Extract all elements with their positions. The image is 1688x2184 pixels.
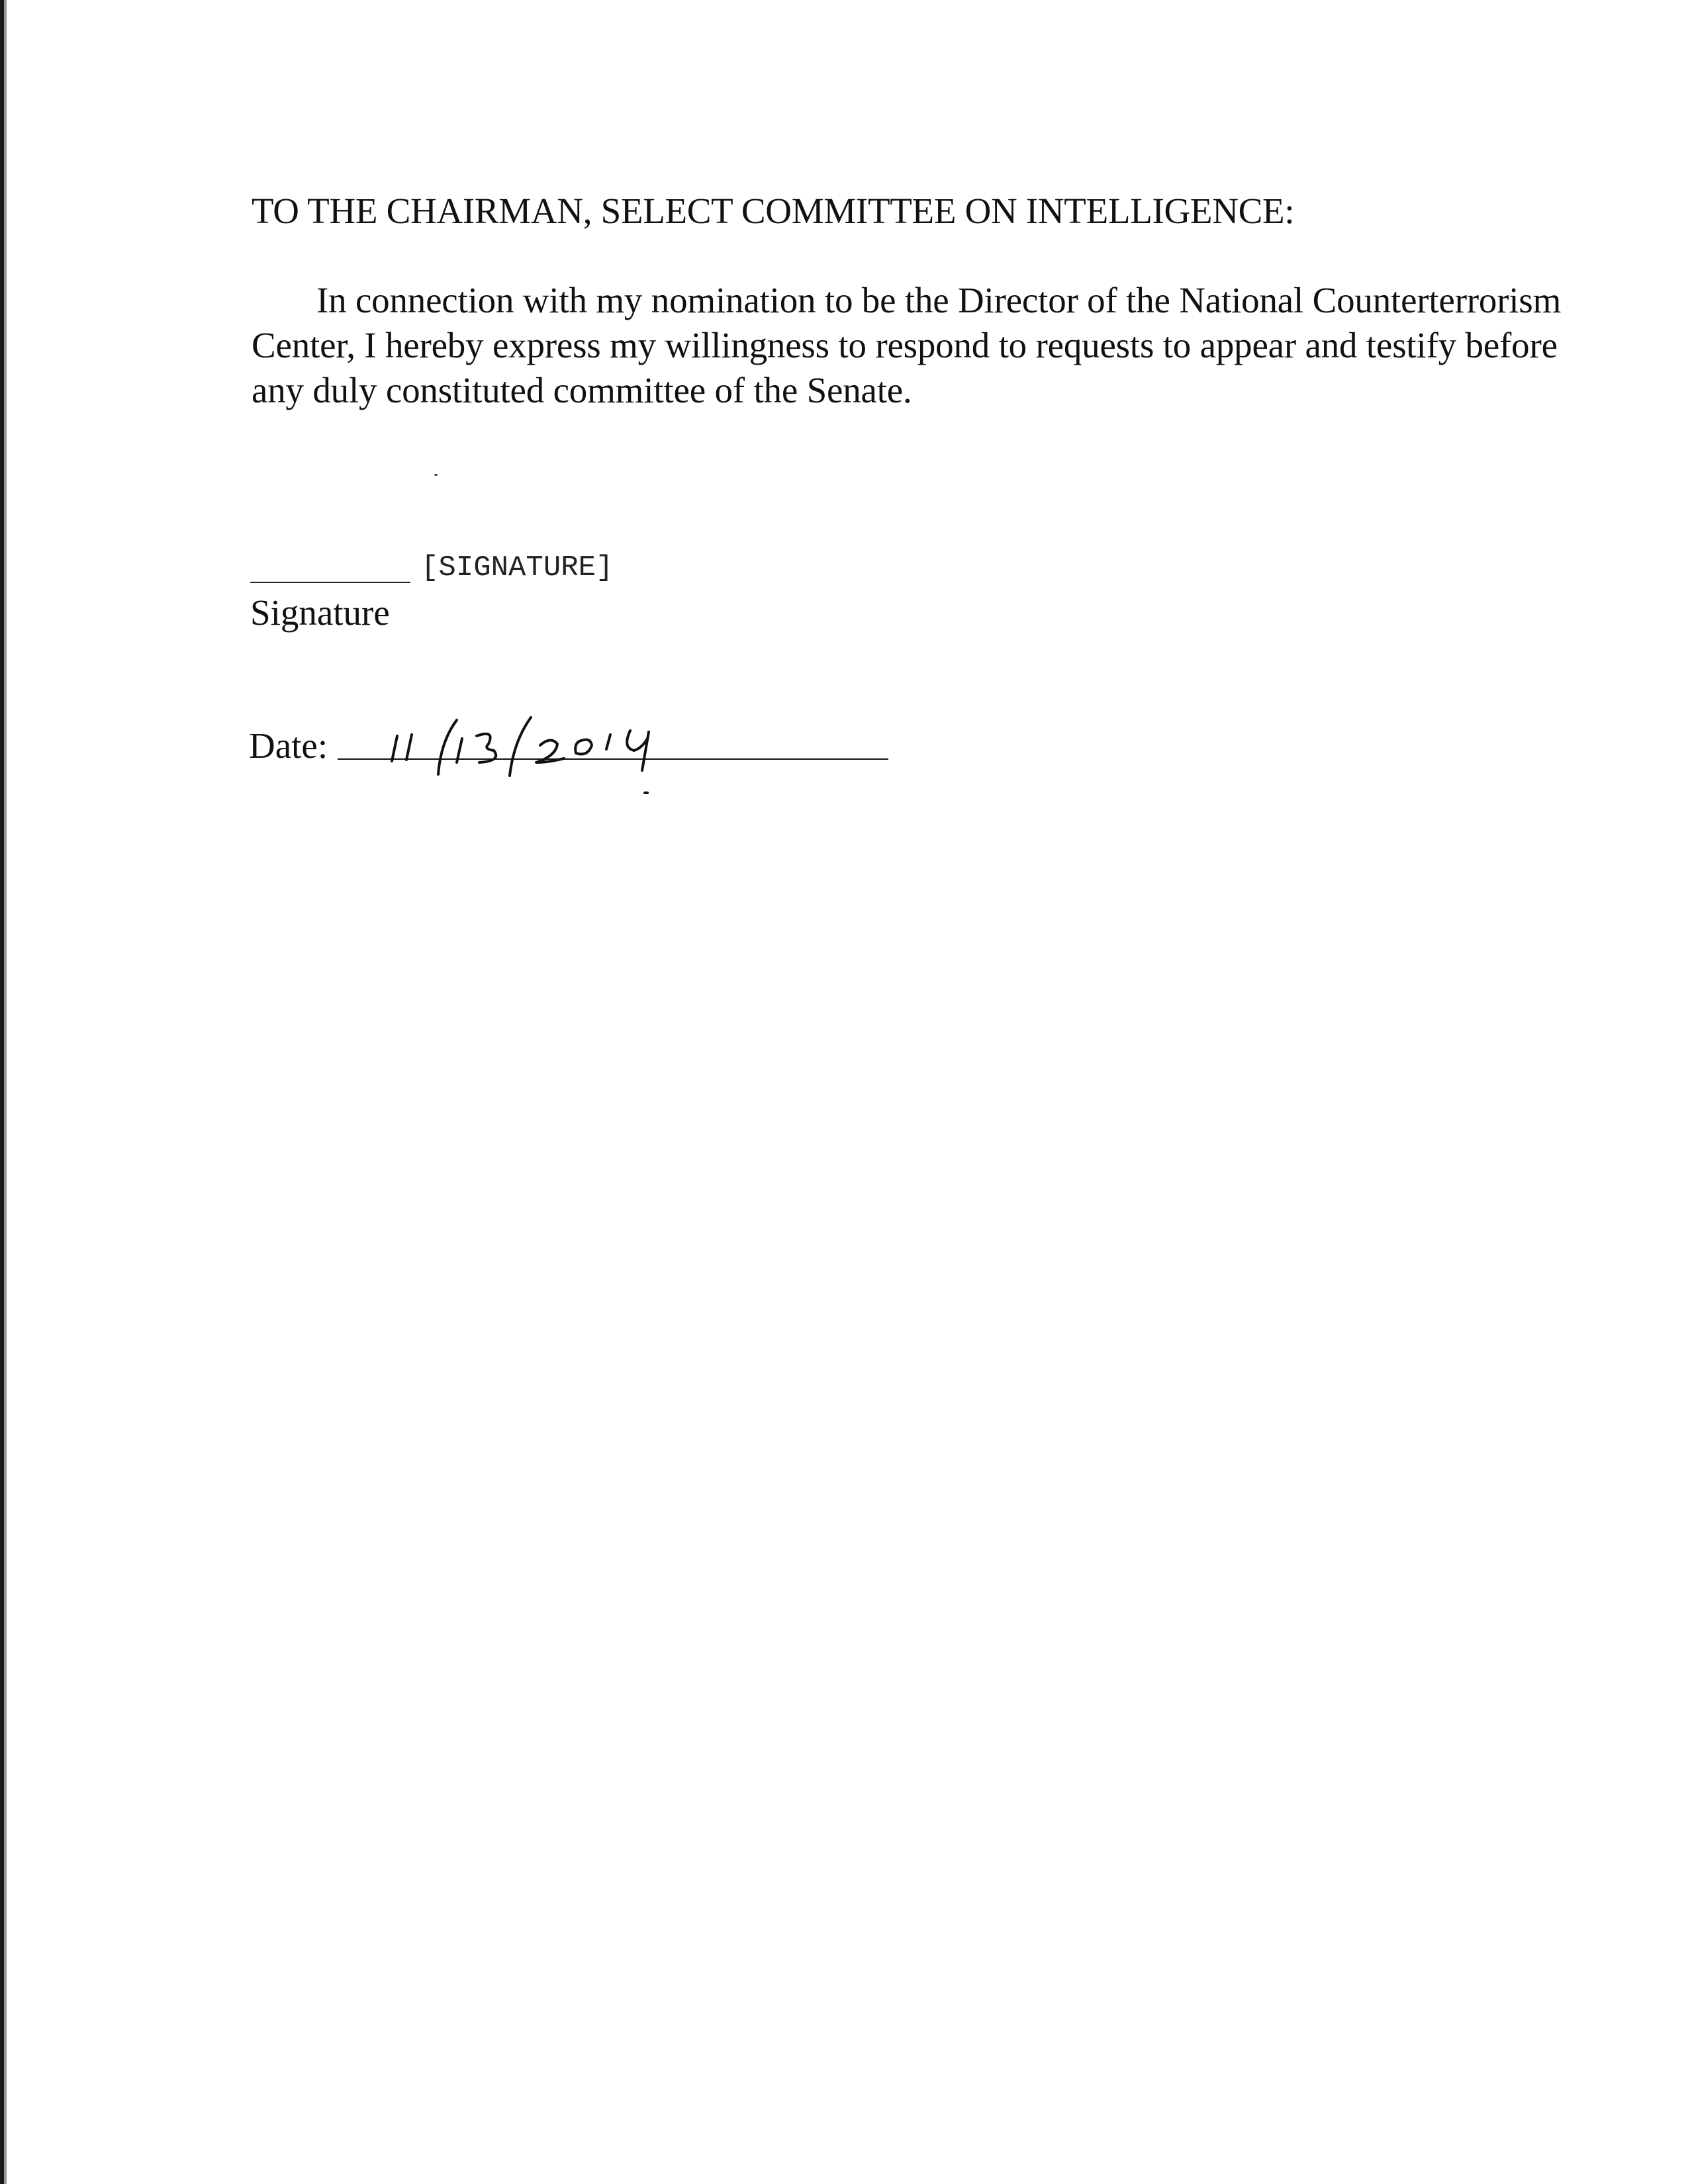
- signature-caption: Signature: [250, 592, 390, 633]
- signature-line: [250, 582, 410, 583]
- signature-placeholder: [SIGNATURE]: [421, 551, 614, 584]
- statement-paragraph: In connection with my nomination to be the Director of the National Counterterrorism Center, I hereby express my willingness to respond to requests to appear and testify before any duly constituted committee of the Senate.: [252, 280, 1562, 410]
- date-label: Date:: [249, 725, 328, 766]
- handwritten-date: [377, 702, 722, 801]
- addressee-heading: TO THE CHAIRMAN, SELECT COMMITTEE ON INTELLIGENCE:: [252, 191, 1295, 231]
- handwritten-date-drawing: [377, 702, 722, 801]
- scan-left-edge-shadow: [4, 0, 7, 2184]
- scan-speck: [434, 474, 438, 476]
